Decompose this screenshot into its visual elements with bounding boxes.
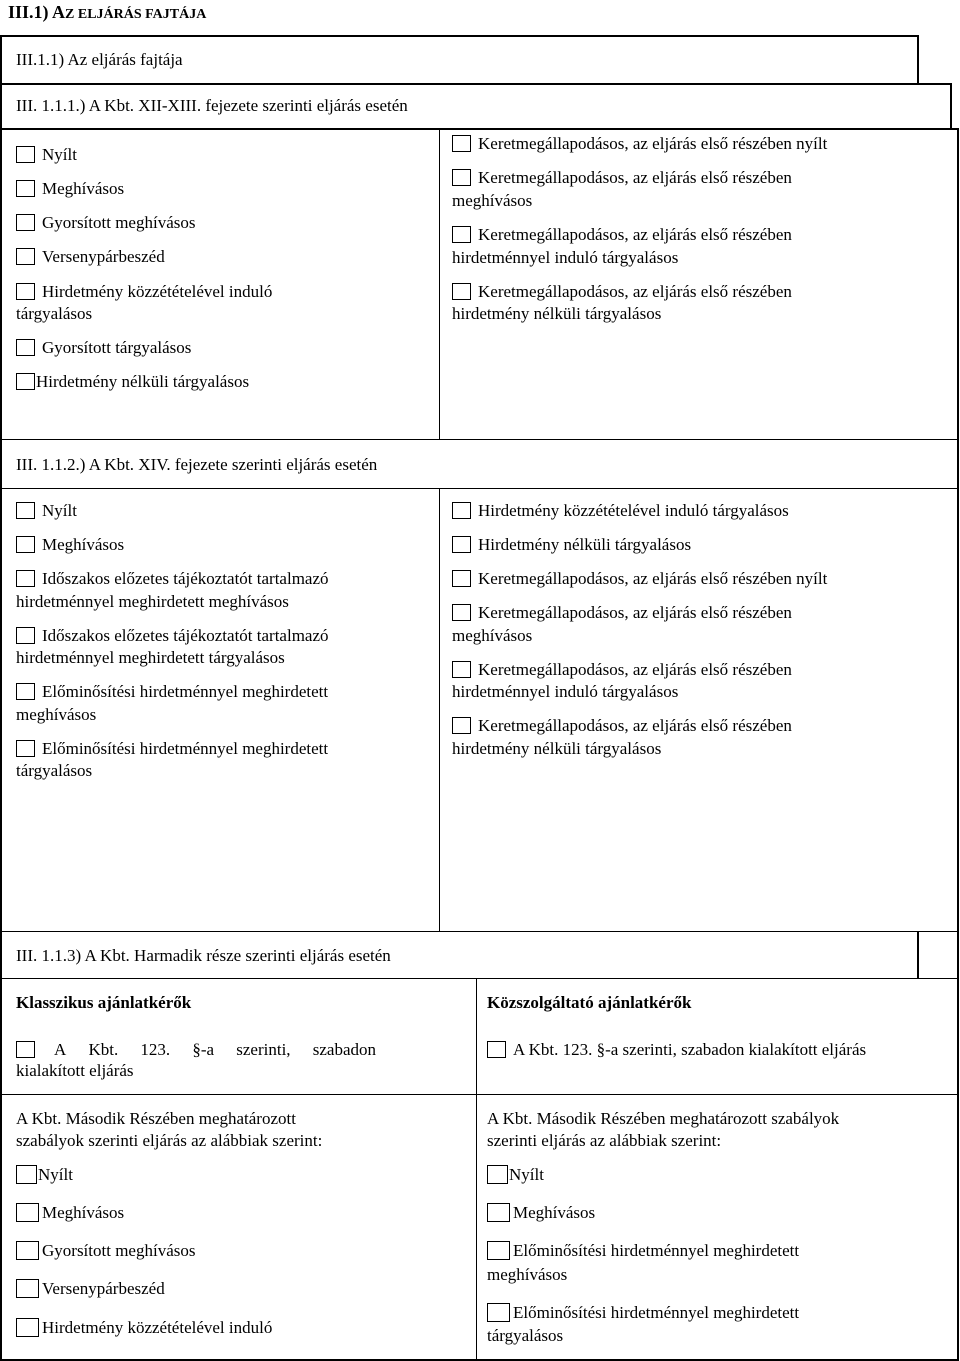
checkbox-hirdetmeny-kozzetetelevel[interactable] xyxy=(16,283,35,300)
checkbox-keret-nyilt[interactable] xyxy=(452,135,471,152)
option-label[interactable]: Időszakos előzetes tájékoztatót tartalmazó xyxy=(42,626,329,645)
option-label[interactable]: Gyorsított meghívásos xyxy=(42,213,196,232)
column-divider xyxy=(476,978,477,1361)
subheading-harmadik-resz: III. 1.1.3) A Kbt. Harmadik része szerinti eljárás esetén xyxy=(16,946,391,965)
option-label[interactable]: Előminősítési hirdetménnyel meghirdetett xyxy=(513,1241,800,1260)
checkbox-gyorsitott-targyalasos[interactable] xyxy=(16,339,35,356)
frame-line xyxy=(950,83,952,130)
option-label[interactable]: Nyílt xyxy=(509,1165,544,1184)
option-label-continued[interactable]: meghívásos xyxy=(16,705,97,724)
section-heading: III.1) AZ ELJÁRÁS FAJTÁJA xyxy=(8,2,207,22)
checkbox-hirdetmeny-kozzetetelevel[interactable] xyxy=(16,1318,39,1337)
option-label[interactable]: Versenypárbeszéd xyxy=(42,1279,165,1298)
option-label[interactable]: Hirdetmény nélküli tárgyalásos xyxy=(36,372,250,391)
option-label-continued[interactable]: hirdetménnyel meghirdetett meghívásos xyxy=(16,592,289,611)
option-label-continued[interactable]: hirdetmény nélküli tárgyalásos xyxy=(452,304,662,323)
checkbox-meghivasos[interactable] xyxy=(487,1203,510,1222)
option-label[interactable]: Hirdetmény közzétételével induló xyxy=(42,1318,273,1337)
option-label[interactable]: Keretmegállapodásos, az eljárás első részében xyxy=(478,603,792,622)
option-label[interactable]: Versenypárbeszéd xyxy=(42,247,165,266)
option-label[interactable]: Hirdetmény közzétételével induló xyxy=(42,282,273,301)
frame-line xyxy=(957,128,959,1361)
column-divider xyxy=(439,488,440,932)
option-label[interactable]: Hirdetmény nélküli tárgyalásos xyxy=(478,535,692,554)
intro-text: A Kbt. Második Részében meghatározott xyxy=(16,1109,296,1128)
intro-text: szabályok szerinti eljárás az alábbiak szerint: xyxy=(16,1131,323,1150)
option-label[interactable]: Meghívásos xyxy=(42,179,125,198)
option-label-continued[interactable]: hirdetménnyel induló tárgyalásos xyxy=(452,248,679,267)
checkbox-meghivasos[interactable] xyxy=(16,536,35,553)
option-label[interactable]: Gyorsított tárgyalásos xyxy=(42,338,192,357)
checkbox-keret-hirdetmeny-nelkuli[interactable] xyxy=(452,717,471,734)
checkbox-keret-hirdetmeny-nelkuli[interactable] xyxy=(452,283,471,300)
option-label[interactable]: Meghívásos xyxy=(42,535,125,554)
checkbox-hirdetmeny-nelkuli[interactable] xyxy=(452,536,471,553)
checkbox-meghivasos[interactable] xyxy=(16,1203,39,1222)
option-label[interactable]: Meghívásos xyxy=(42,1203,125,1222)
checkbox-meghivasos[interactable] xyxy=(16,180,35,197)
option-label-continued[interactable]: hirdetmény nélküli tárgyalásos xyxy=(452,739,662,758)
checkbox-gyorsitott-meghivasos[interactable] xyxy=(16,214,35,231)
option-label-continued[interactable]: kialakított eljárás xyxy=(16,1061,134,1080)
option-label[interactable]: A Kbt. 123. §-a szerinti, szabadon kialakított eljárás xyxy=(513,1040,867,1059)
checkbox-szabadon-kialakitott[interactable] xyxy=(16,1041,35,1058)
checkbox-nyilt[interactable] xyxy=(16,146,35,163)
option-label-continued[interactable]: hirdetménnyel meghirdetett tárgyalásos xyxy=(16,648,285,667)
frame-line xyxy=(0,488,959,489)
checkbox-nyilt[interactable] xyxy=(487,1165,508,1184)
intro-text: szerinti eljárás az alábbiak szerint: xyxy=(487,1131,722,1150)
option-label[interactable]: Hirdetmény közzétételével induló tárgyalásos xyxy=(478,501,789,520)
option-label[interactable]: Keretmegállapodásos, az eljárás első részében xyxy=(478,168,792,187)
checkbox-keret-nyilt[interactable] xyxy=(452,570,471,587)
frame-line xyxy=(0,439,959,440)
option-label-continued[interactable]: tárgyalásos xyxy=(16,304,93,323)
checkbox-idoszakos-targyalasos[interactable] xyxy=(16,627,35,644)
checkbox-keret-hirdetmennyel[interactable] xyxy=(452,661,471,678)
checkbox-gyorsitott-meghivasos[interactable] xyxy=(16,1241,39,1260)
checkbox-keret-meghivasos[interactable] xyxy=(452,169,471,186)
option-label[interactable]: Keretmegállapodásos, az eljárás első részében xyxy=(478,660,792,679)
option-label[interactable]: Előminősítési hirdetménnyel meghirdetett xyxy=(513,1303,800,1322)
checkbox-versenyparbeszed[interactable] xyxy=(16,1279,39,1298)
checkbox-hirdetmeny-nelkuli[interactable] xyxy=(16,373,35,390)
checkbox-idoszakos-meghivasos[interactable] xyxy=(16,570,35,587)
option-label[interactable]: Meghívásos xyxy=(513,1203,596,1222)
option-label-continued[interactable]: tárgyalásos xyxy=(16,761,93,780)
frame-line xyxy=(0,35,2,1361)
frame-line xyxy=(0,1094,959,1095)
checkbox-elominositesi-meghivasos[interactable] xyxy=(487,1241,510,1260)
option-label[interactable]: Keretmegállapodásos, az eljárás első részében xyxy=(478,282,792,301)
option-label[interactable]: Nyílt xyxy=(42,145,77,164)
option-label[interactable]: Keretmegállapodásos, az eljárás első részében nyílt xyxy=(478,134,828,153)
checkbox-keret-meghivasos[interactable] xyxy=(452,604,471,621)
option-label[interactable]: Keretmegállapodásos, az eljárás első részében xyxy=(478,225,792,244)
column-divider xyxy=(439,128,440,440)
header-kozszolgaltato: Közszolgáltató ajánlatkérők xyxy=(487,993,692,1012)
frame-line xyxy=(0,35,918,37)
option-label[interactable]: Nyílt xyxy=(42,501,77,520)
subheading-eljaras-fajtaja: III.1.1) Az eljárás fajtája xyxy=(16,50,183,69)
option-label-continued[interactable]: tárgyalásos xyxy=(487,1326,564,1345)
frame-line xyxy=(0,128,959,130)
option-label[interactable]: A Kbt. 123. §-a szerinti, szabadon xyxy=(54,1040,376,1059)
checkbox-elominositesi-targyalasos[interactable] xyxy=(16,740,35,757)
header-klasszikus: Klasszikus ajánlatkérők xyxy=(16,993,192,1012)
option-label[interactable]: Nyílt xyxy=(38,1165,73,1184)
checkbox-hirdetmeny-kozzetetelevel[interactable] xyxy=(452,502,471,519)
frame-line xyxy=(0,83,952,85)
checkbox-elominositesi-meghivasos[interactable] xyxy=(16,683,35,700)
option-label[interactable]: Előminősítési hirdetménnyel meghirdetett xyxy=(42,739,329,758)
subheading-xii-xiii: III. 1.1.1.) A Kbt. XII-XIII. fejezete szerinti eljárás esetén xyxy=(16,96,408,115)
checkbox-nyilt[interactable] xyxy=(16,1165,37,1184)
checkbox-keret-hirdetmennyel[interactable] xyxy=(452,226,471,243)
checkbox-szabadon-kialakitott[interactable] xyxy=(487,1041,506,1058)
frame-line xyxy=(917,931,919,979)
option-label[interactable]: Gyorsított meghívásos xyxy=(42,1241,196,1260)
option-label[interactable]: Előminősítési hirdetménnyel meghirdetett xyxy=(42,682,329,701)
option-label[interactable]: Keretmegállapodásos, az eljárás első részében nyílt xyxy=(478,569,828,588)
frame-line xyxy=(917,35,919,85)
checkbox-elominositesi-targyalasos[interactable] xyxy=(487,1303,510,1322)
option-label-continued[interactable]: meghívásos xyxy=(452,191,533,210)
frame-line xyxy=(0,931,959,932)
option-label[interactable]: Időszakos előzetes tájékoztatót tartalmazó xyxy=(42,569,329,588)
intro-text: A Kbt. Második Részében meghatározott szabályok xyxy=(487,1109,840,1128)
frame-line xyxy=(0,978,959,979)
option-label-continued[interactable]: meghívásos xyxy=(487,1265,568,1284)
checkbox-versenyparbeszed[interactable] xyxy=(16,248,35,265)
option-label-continued[interactable]: meghívásos xyxy=(452,626,533,645)
checkbox-nyilt[interactable] xyxy=(16,502,35,519)
subheading-xiv: III. 1.1.2.) A Kbt. XIV. fejezete szerinti eljárás esetén xyxy=(16,455,378,474)
option-label[interactable]: Keretmegállapodásos, az eljárás első részében xyxy=(478,716,792,735)
option-label-continued[interactable]: hirdetménnyel induló tárgyalásos xyxy=(452,682,679,701)
